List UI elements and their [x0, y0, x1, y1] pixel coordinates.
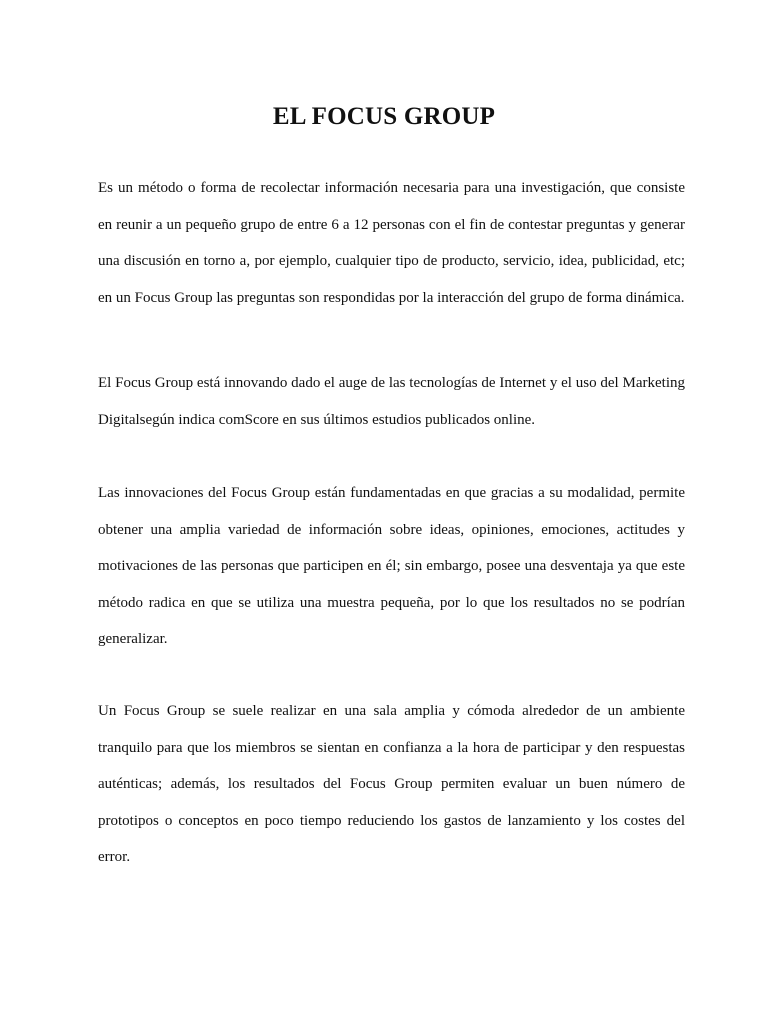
document-title: EL FOCUS GROUP: [272, 103, 496, 130]
paragraph-advantages: Las innovaciones del Focus Group están fundamentadas en que gracias a su modalidad, permite obtener una amplia variedad de información sobre ideas, opiniones, emociones, actitudes y motivaciones de las personas que participen en él; sin embargo, posee una desventaja ya que este método radica en que se utiliza una muestra pequeña, por lo que los resultados no se podrían generalizar.: [98, 485, 685, 647]
paragraph-definition: Es un método o forma de recolectar información necesaria para una investigación, que consiste en reunir a un pequeño grupo de entre 6 a 12 personas con el fin de contestar preguntas y generar una discusión en torno a, por ejemplo, cualquier tipo de producto, servicio, idea, publicidad, etc; en un Focus Group las preguntas son respondidas por la interacción del grupo de forma dinámica.: [98, 180, 685, 306]
paragraph-setting: Un Focus Group se suele realizar en una sala amplia y cómoda alrededor de un ambiente tranquilo para que los miembros se sientan en confianza a la hora de participar y den respuestas auténticas; además, los resultados del Focus Group permiten evaluar un buen número de prototipos o conceptos en poco tiempo reduciendo los gastos de lanzamiento y los costes del error.: [98, 703, 685, 865]
paragraph-innovation: El Focus Group está innovando dado el auge de las tecnologías de Internet y el uso del Marketing Digitalsegún indica comScore en sus últimos estudios publicados online.: [98, 375, 685, 428]
